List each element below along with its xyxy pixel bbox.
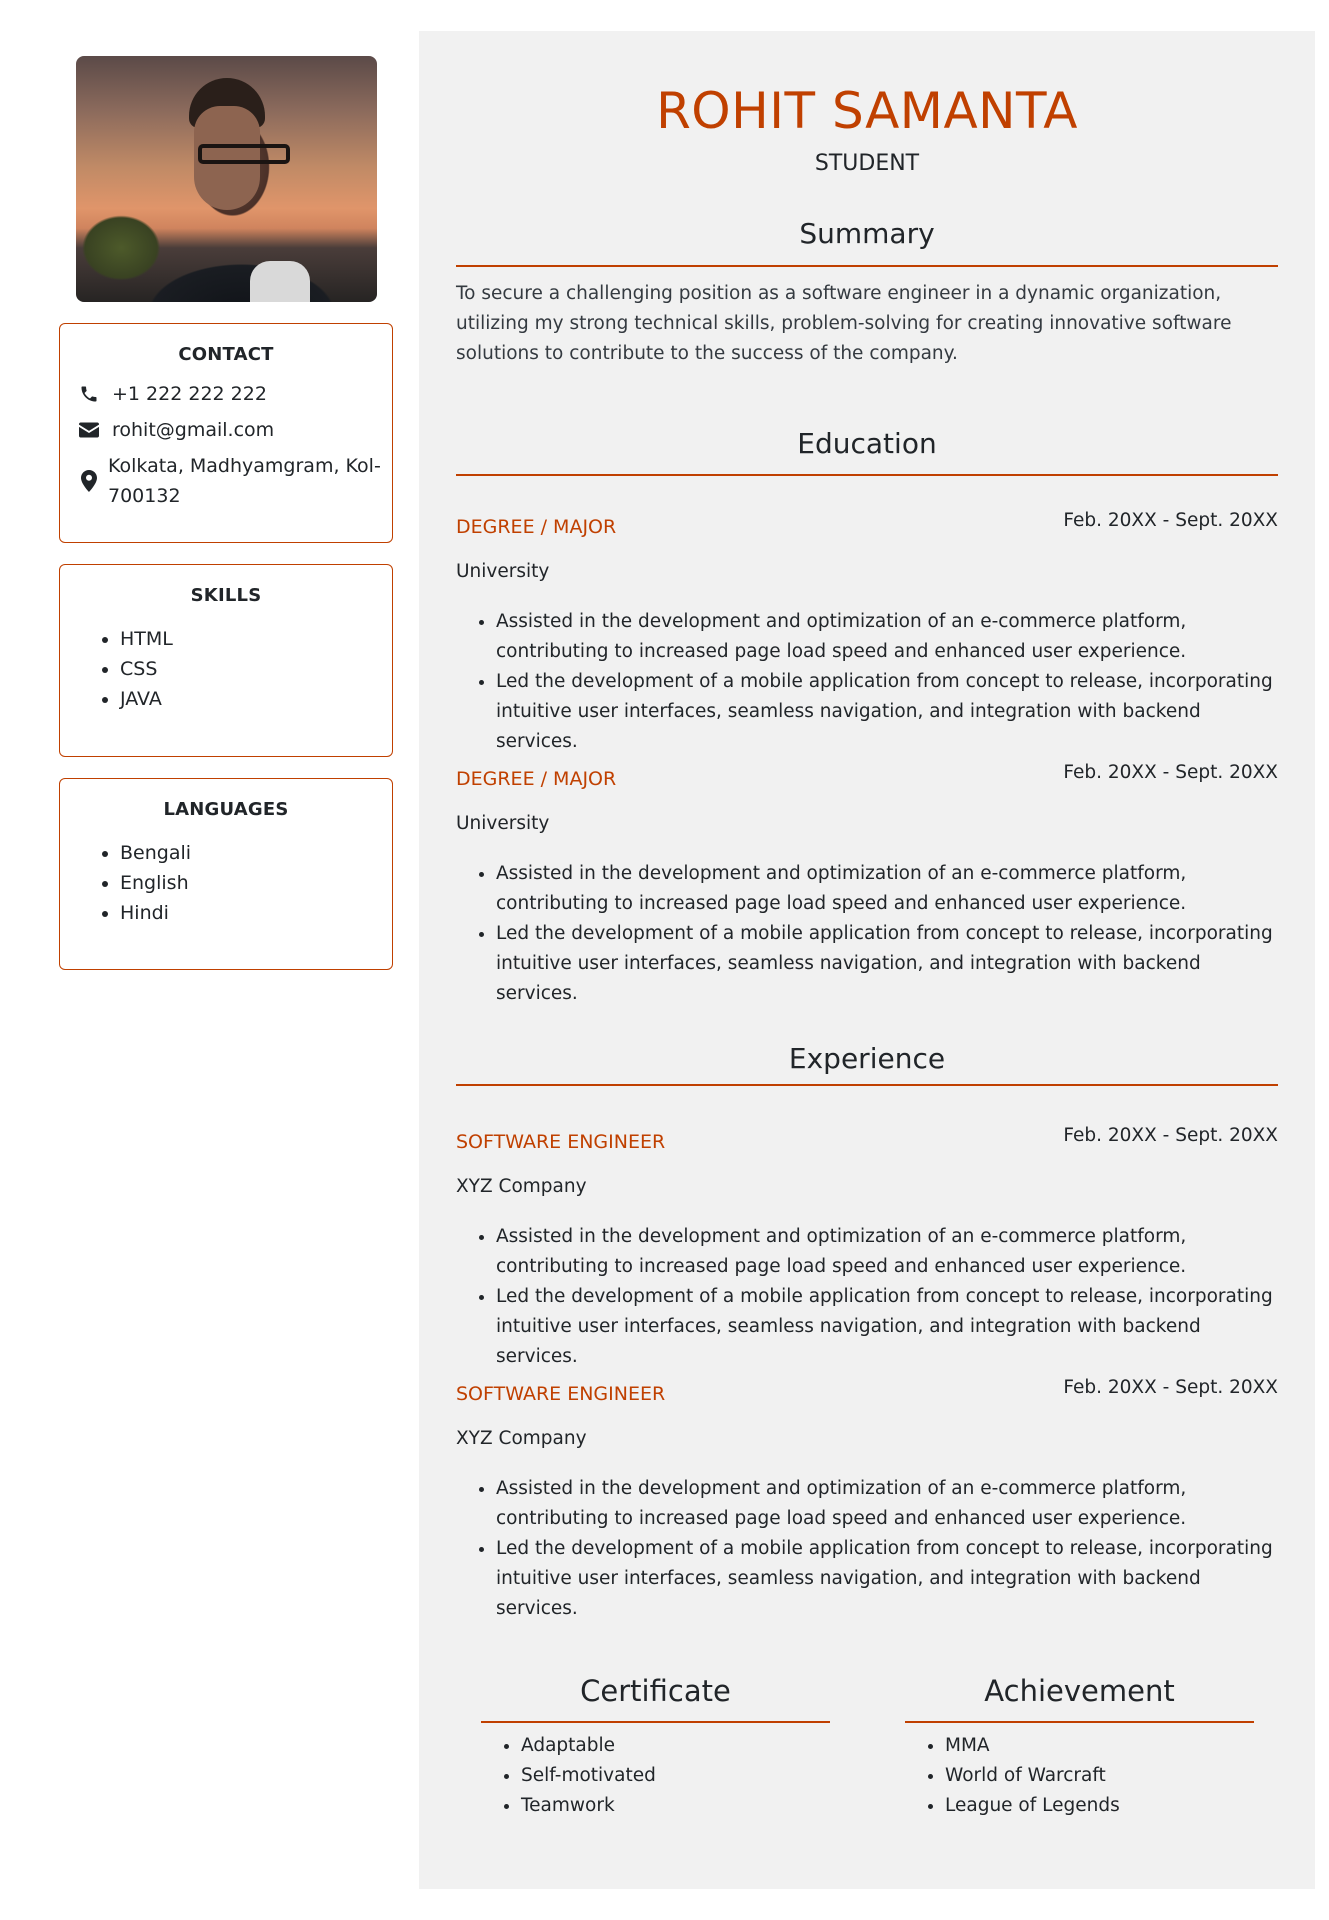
- bullet-item: • Led the development of a mobile application from concept to release, incorporating intuitive user interfaces, seamless navigation, and integration with backend services.: [496, 919, 1278, 1009]
- main-content: [456, 31, 1278, 1889]
- achievement-item: • World of Warcraft: [945, 1761, 1254, 1791]
- contact-card: [59, 323, 393, 543]
- certificate-heading: Certificate: [580, 1674, 731, 1708]
- phone-text[interactable]: +1 222 222 222: [112, 383, 267, 405]
- entry-role: SOFTWARE ENGINEER: [456, 1383, 666, 1405]
- language-item: • Hindi: [120, 898, 392, 928]
- map-pin-icon: [78, 470, 100, 492]
- skills-heading: SKILLS: [190, 585, 262, 606]
- entry-date: Feb. 20XX - Sept. 20XX: [1063, 510, 1278, 531]
- entry-role: DEGREE / MAJOR: [456, 516, 617, 538]
- bullet-item: • Led the development of a mobile application from concept to release, incorporating intuitive user interfaces, seamless navigation, and integration with backend services.: [496, 667, 1278, 757]
- summary-text: To secure a challenging position as a software engineer in a dynamic organization, utilizing my strong technical skills, problem-solving for creating innovative software solutions to contribute to the success of the company.: [456, 283, 1232, 364]
- language-item: • Bengali: [120, 838, 392, 868]
- bullet-item: • Led the development of a mobile application from concept to release, incorporating intuitive user interfaces, seamless navigation, and integration with backend services.: [496, 1534, 1278, 1624]
- skill-item: • JAVA: [120, 684, 392, 714]
- education-heading: Education: [797, 427, 937, 460]
- photo-glasses: [198, 144, 290, 164]
- experience-heading: Experience: [788, 1042, 946, 1075]
- certificate-section: [481, 1673, 830, 1821]
- entry-bullets: [456, 1474, 1278, 1624]
- entry-bullets: [456, 1222, 1278, 1372]
- contact-address: [60, 451, 392, 511]
- bullet-item: • Assisted in the development and optimization of an e-commerce platform, contributing to increased page load speed and enhanced user experience.: [496, 607, 1278, 667]
- photo-shirt: [250, 261, 310, 302]
- email-text[interactable]: rohit@gmail.com: [112, 419, 275, 441]
- achievement-list: [905, 1731, 1254, 1821]
- profile-photo: [76, 56, 377, 302]
- envelope-icon: [78, 419, 100, 441]
- entry-org: XYZ Company: [456, 1428, 587, 1449]
- profile-name: ROHIT SAMANTA: [656, 82, 1078, 140]
- entry-bullets: [456, 859, 1278, 1009]
- bullet-item: • Led the development of a mobile application from concept to release, incorporating intuitive user interfaces, seamless navigation, and integration with backend services.: [496, 1282, 1278, 1372]
- entry-role: DEGREE / MAJOR: [456, 768, 617, 790]
- language-item: • English: [120, 868, 392, 898]
- skills-list: [60, 624, 392, 714]
- certificate-item: • Self-motivated: [521, 1761, 830, 1791]
- certificate-item: • Adaptable: [521, 1731, 830, 1761]
- entry-org: University: [456, 813, 550, 834]
- phone-icon: [78, 383, 100, 405]
- contact-heading: CONTACT: [178, 344, 274, 365]
- contact-phone: [60, 379, 392, 409]
- main-panel: [419, 31, 1315, 1889]
- certificate-item: • Teamwork: [521, 1791, 830, 1821]
- languages-heading: LANGUAGES: [163, 799, 289, 820]
- languages-list: [60, 838, 392, 928]
- entry-role: SOFTWARE ENGINEER: [456, 1131, 666, 1153]
- achievement-item: • League of Legends: [945, 1791, 1254, 1821]
- bullet-item: • Assisted in the development and optimization of an e-commerce platform, contributing to increased page load speed and enhanced user experience.: [496, 859, 1278, 919]
- contact-email: [60, 415, 392, 445]
- entry-org: University: [456, 561, 550, 582]
- entry-date: Feb. 20XX - Sept. 20XX: [1063, 1125, 1278, 1146]
- summary-divider: [456, 265, 1278, 267]
- entry-date: Feb. 20XX - Sept. 20XX: [1063, 1377, 1278, 1398]
- languages-card: [59, 778, 393, 970]
- experience-divider: [456, 1084, 1278, 1086]
- education-divider: [456, 474, 1278, 476]
- address-line-1: Kolkata, Madhyamgram, Kol-: [108, 455, 381, 477]
- address-line-2: 700132: [108, 485, 181, 507]
- certificate-divider: [481, 1721, 830, 1723]
- bullet-item: • Assisted in the development and optimization of an e-commerce platform, contributing to increased page load speed and enhanced user experience.: [496, 1222, 1278, 1282]
- achievement-item: • MMA: [945, 1731, 1254, 1761]
- entry-org: XYZ Company: [456, 1176, 587, 1197]
- achievement-heading: Achievement: [984, 1674, 1175, 1708]
- entry-date: Feb. 20XX - Sept. 20XX: [1063, 762, 1278, 783]
- achievement-section: [905, 1673, 1254, 1821]
- skill-item: • CSS: [120, 654, 392, 684]
- bullet-item: • Assisted in the development and optimization of an e-commerce platform, contributing to increased page load speed and enhanced user experience.: [496, 1474, 1278, 1534]
- summary-heading: Summary: [799, 217, 935, 250]
- profile-title: STUDENT: [814, 151, 920, 176]
- skill-item: • HTML: [120, 624, 392, 654]
- entry-bullets: [456, 607, 1278, 757]
- skills-card: [59, 564, 393, 757]
- certificate-list: [481, 1731, 830, 1821]
- address-text: [108, 451, 381, 511]
- achievement-divider: [905, 1721, 1254, 1723]
